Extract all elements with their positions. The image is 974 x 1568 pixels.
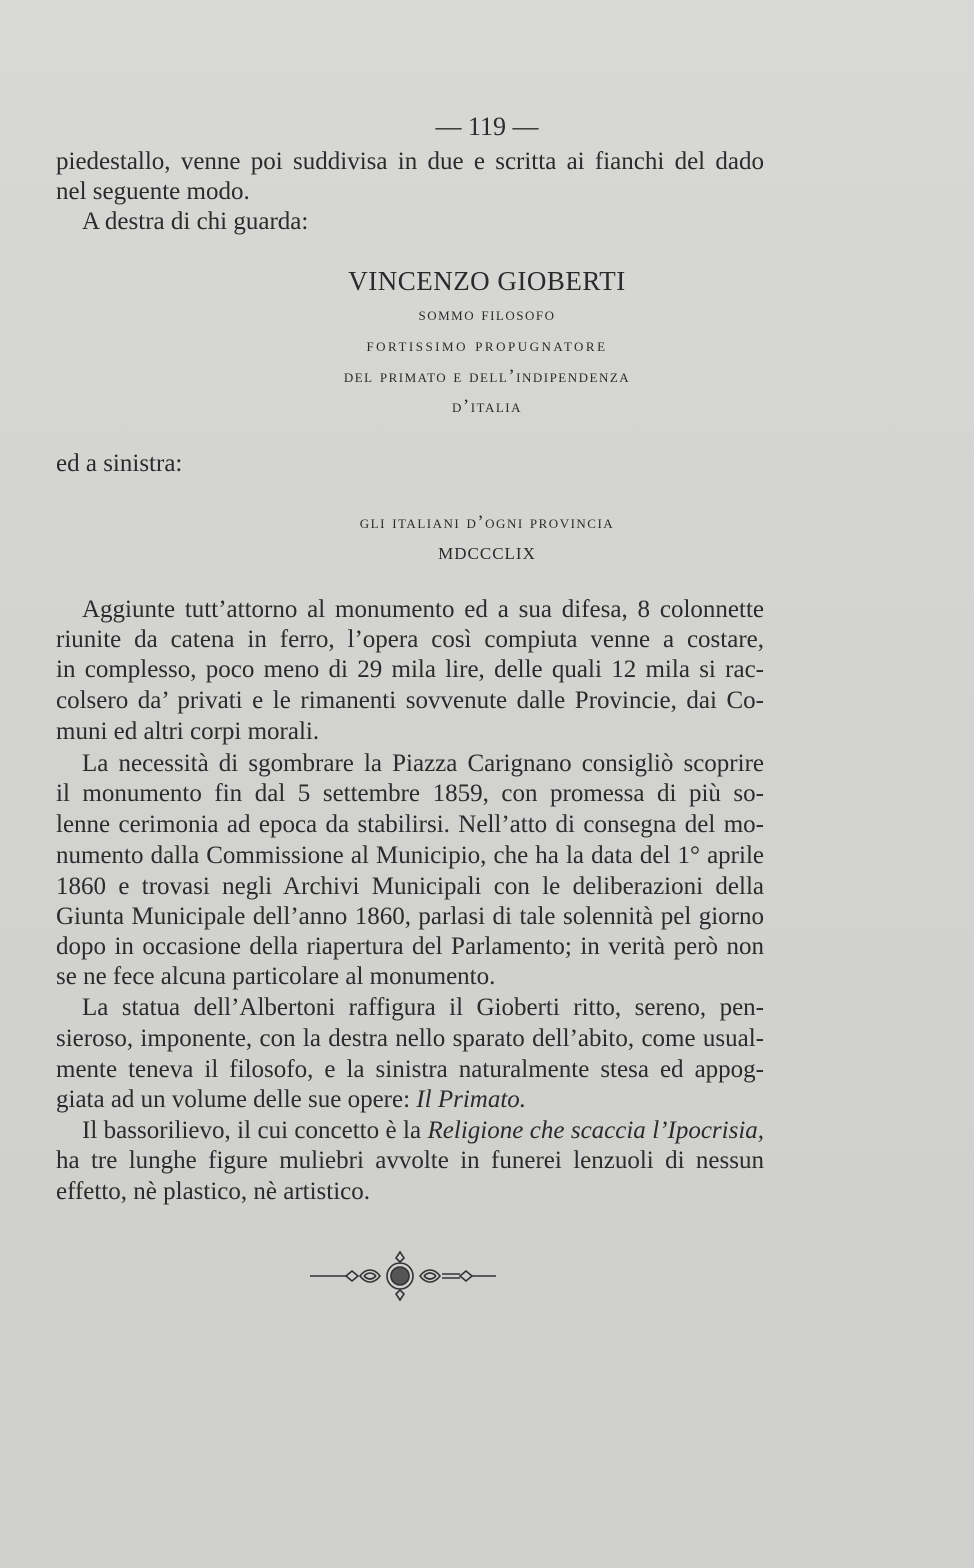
text-line: piedestallo, venne poi suddivisa in due e scritta ai fianchi del dado bbox=[56, 148, 764, 175]
text-line: nel seguente modo. bbox=[56, 178, 250, 205]
text-line: muni ed altri corpi morali. bbox=[56, 718, 320, 745]
text-line bbox=[56, 1086, 526, 1114]
text-line: riunite da catena in ferro, l’opera così compiuta venne a costare, bbox=[56, 626, 764, 653]
text-span: giata ad un volume delle sue opere: bbox=[56, 1086, 411, 1113]
book-title: Il Primato. bbox=[416, 1086, 527, 1113]
inscription-title: VINCENZO GIOBERTI bbox=[348, 266, 626, 296]
text-span: Il bassorilievo, il cui concetto è la bbox=[82, 1117, 422, 1144]
inscription-line: d’italia bbox=[452, 396, 522, 417]
text-line: sieroso, imponente, con la destra nello sparato dell’abito, come usual- bbox=[56, 1025, 764, 1052]
text-line: in complesso, poco meno di 29 mila lire, delle quali 12 mila si rac- bbox=[56, 656, 764, 683]
text-line: dopo in occasione della riapertura del Parlamento; in verità però non bbox=[56, 933, 764, 960]
text-line: se ne fece alcuna particolare al monumento. bbox=[56, 963, 496, 990]
inscription-line: del primato e dell’indipendenza bbox=[343, 366, 631, 387]
text-line: lenne cerimonia ad epoca da stabilirsi. Nell’atto di consegna del mo- bbox=[56, 811, 764, 838]
text-line: La statua dell’Albertoni raffigura il Gioberti ritto, sereno, pen- bbox=[82, 994, 764, 1021]
text-line: Aggiunte tutt’attorno al monumento ed a sua difesa, 8 colonnette bbox=[82, 596, 764, 623]
text-line: ha tre lunghe figure muliebri avvolte in funerei lenzuoli di nessun bbox=[56, 1147, 764, 1174]
text-line: ed a sinistra: bbox=[56, 450, 183, 477]
text-line: mente teneva il filosofo, e la sinistra naturalmente stesa ed appog- bbox=[56, 1056, 764, 1083]
text-line: il monumento fin dal 5 settembre 1859, con promessa di più so- bbox=[56, 780, 764, 807]
artwork-title: Religione che scaccia l’Ipocrisia, bbox=[427, 1117, 765, 1144]
text-line: numento dalla Commissione al Municipio, che ha la data del 1° aprile bbox=[56, 842, 764, 869]
inscription-line: fortissimo propugnatore bbox=[366, 335, 608, 356]
inscription-line: gli italiani d’ogni provincia bbox=[359, 512, 615, 533]
text-line: La necessità di sgombrare la Piazza Carignano consigliò scoprire bbox=[82, 750, 764, 777]
text-line: Giunta Municipale dell’anno 1860, parlasi di tale solennità pel giorno bbox=[56, 903, 764, 930]
ornament-divider-icon bbox=[300, 1248, 500, 1308]
inscription-line: sommo filosofo bbox=[418, 304, 556, 325]
inscription-line: MDCCCLIX bbox=[438, 544, 536, 563]
text-line: effetto, nè plastico, nè artistico. bbox=[56, 1178, 371, 1205]
text-line: 1860 e trovasi negli Archivi Municipali con le deliberazioni della bbox=[56, 873, 764, 900]
text-line: colsero da’ privati e le rimanenti sovvenute dalle Provincie, dai Co- bbox=[56, 687, 764, 714]
page-number: — 119 — bbox=[435, 112, 539, 141]
text-line bbox=[82, 1117, 764, 1145]
text-line: A destra di chi guarda: bbox=[82, 208, 309, 235]
